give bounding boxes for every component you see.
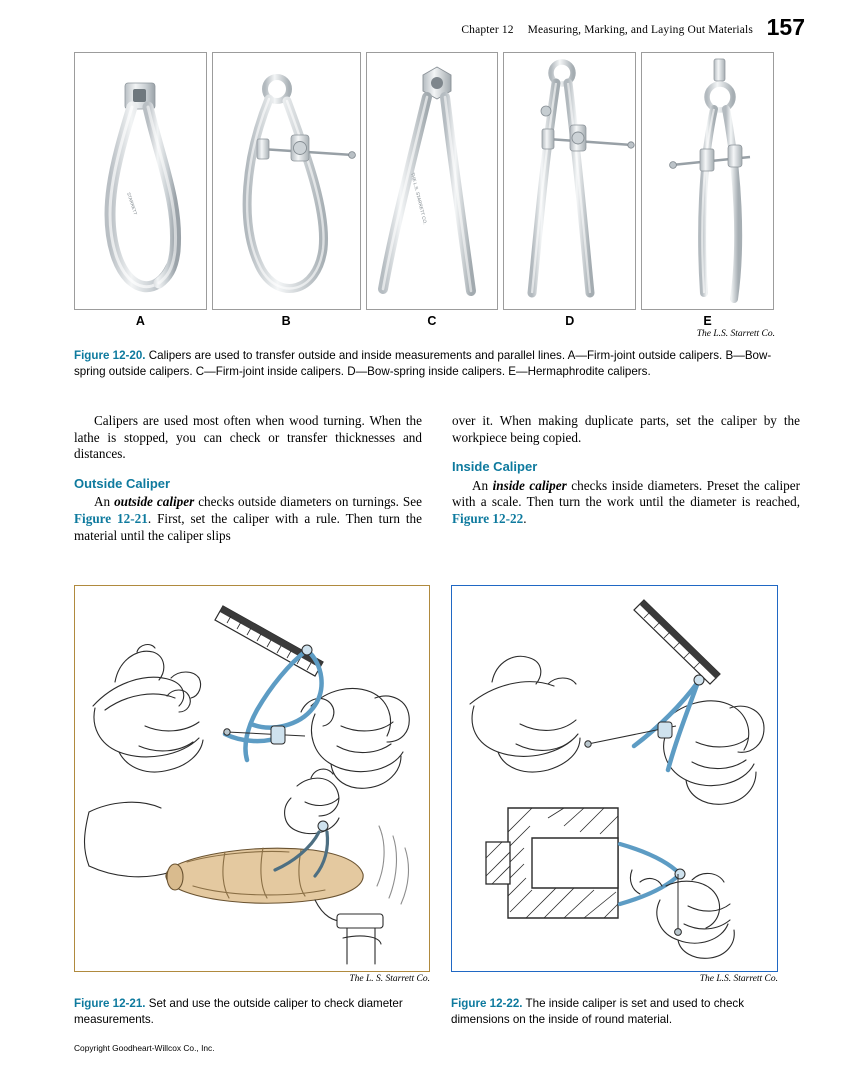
- chapter-title: Measuring, Marking, and Laying Out Materials: [527, 24, 753, 36]
- figure-12-21-caption: [74, 996, 430, 1027]
- panel-label-b: B: [281, 314, 291, 328]
- caliper-panel-a: [74, 52, 207, 310]
- svg-text:STARRETT: STARRETT: [126, 191, 139, 216]
- figure-12-22-caption-text: The inside caliper is set and used to check dimensions on the inside of round material.: [451, 997, 745, 1026]
- running-head: [0, 14, 849, 46]
- paragraph-over-it: over it. When making duplicate parts, set the caliper by the workpiece being copied.: [452, 413, 800, 445]
- bow-spring-inside-caliper-image: [504, 53, 636, 309]
- figure-12-20-panel-labels: [74, 313, 774, 331]
- caliper-panel-d: [503, 52, 636, 310]
- heading-outside-caliper: Outside Caliper: [74, 475, 171, 491]
- outside-text-b: checks outside diameters on turnings. See: [194, 494, 422, 510]
- figure-12-22-caption: [451, 996, 778, 1027]
- figure-12-20-credit: The L.S. Starrett Co.: [696, 329, 775, 339]
- paragraph-calipers-intro: Calipers are used most often when wood turning. When the lathe is stopped, you can check or transfer thicknesses and distances.: [74, 413, 422, 462]
- body-column-left: [74, 413, 422, 544]
- figure-12-21-caption-label: Figure 12-21.: [74, 997, 146, 1010]
- panel-label-e: E: [703, 314, 712, 328]
- caliper-panel-e: [641, 52, 774, 310]
- caliper-panel-b: [212, 52, 361, 310]
- figure-reference-12-22[interactable]: Figure 12-22: [452, 510, 524, 526]
- paragraph-outside-caliper: [74, 494, 422, 544]
- firm-joint-outside-caliper-image: [75, 53, 207, 309]
- panel-label-a: A: [135, 314, 145, 328]
- paragraph-inside-caliper: [452, 478, 800, 528]
- inside-text-a: An: [472, 477, 493, 493]
- term-inside-caliper: inside caliper: [492, 477, 567, 493]
- caliper-panel-c: [366, 52, 499, 310]
- figure-12-20-caption: [74, 348, 776, 379]
- hermaphrodite-caliper-image: [642, 53, 774, 309]
- figure-12-20-caption-label: Figure 12-20.: [74, 349, 146, 362]
- inside-caliper-illustration: [452, 586, 774, 968]
- chapter-label: Chapter 12: [461, 24, 514, 36]
- inside-text-c: .: [523, 510, 527, 526]
- figure-reference-12-21[interactable]: Figure 12-21: [74, 510, 148, 526]
- copyright-notice: Copyright Goodheart-Willcox Co., Inc.: [74, 1043, 215, 1053]
- figure-12-21-caption-text: Set and use the outside caliper to check diameter measurements.: [74, 997, 403, 1026]
- inside-text-b: checks inside diameters. Preset the caliper with a scale. Then turn the work until the diameter is reached,: [452, 477, 800, 510]
- figure-12-22-image: [451, 585, 778, 972]
- outside-caliper-illustration: [75, 586, 426, 968]
- body-column-right: [452, 413, 800, 528]
- running-head-text: [461, 24, 753, 36]
- outside-text-a: An: [94, 494, 115, 510]
- svg-text:THE L.S. STARRETT CO.: THE L.S. STARRETT CO.: [409, 172, 428, 225]
- figure-12-20-panels: [74, 52, 774, 310]
- panel-label-d: D: [565, 314, 575, 328]
- heading-inside-caliper: Inside Caliper: [452, 459, 538, 475]
- outside-text-c: . First, set the caliper with a rule. Then turn the material until the caliper slips: [74, 510, 422, 543]
- figure-12-21-credit: The L. S. Starrett Co.: [349, 974, 430, 984]
- firm-joint-inside-caliper-image: [367, 53, 499, 309]
- panel-label-c: C: [427, 314, 437, 328]
- figure-12-22-caption-label: Figure 12-22.: [451, 997, 523, 1010]
- figure-12-21-image: [74, 585, 430, 972]
- bow-spring-outside-caliper-image: [213, 53, 361, 309]
- figure-12-20-caption-text: Calipers are used to transfer outside and inside measurements and parallel lines. A—Firm-joint outside calipers. B—Bow-spring outside calipers. C—Firm-joint inside calipers. D—Bow-spring inside calipers. E—Hermaphrodite calipers.: [74, 349, 772, 378]
- figure-12-22-credit: The L.S. Starrett Co.: [699, 974, 778, 984]
- page-number: 157: [766, 14, 805, 40]
- term-outside-caliper: outside caliper: [114, 494, 195, 510]
